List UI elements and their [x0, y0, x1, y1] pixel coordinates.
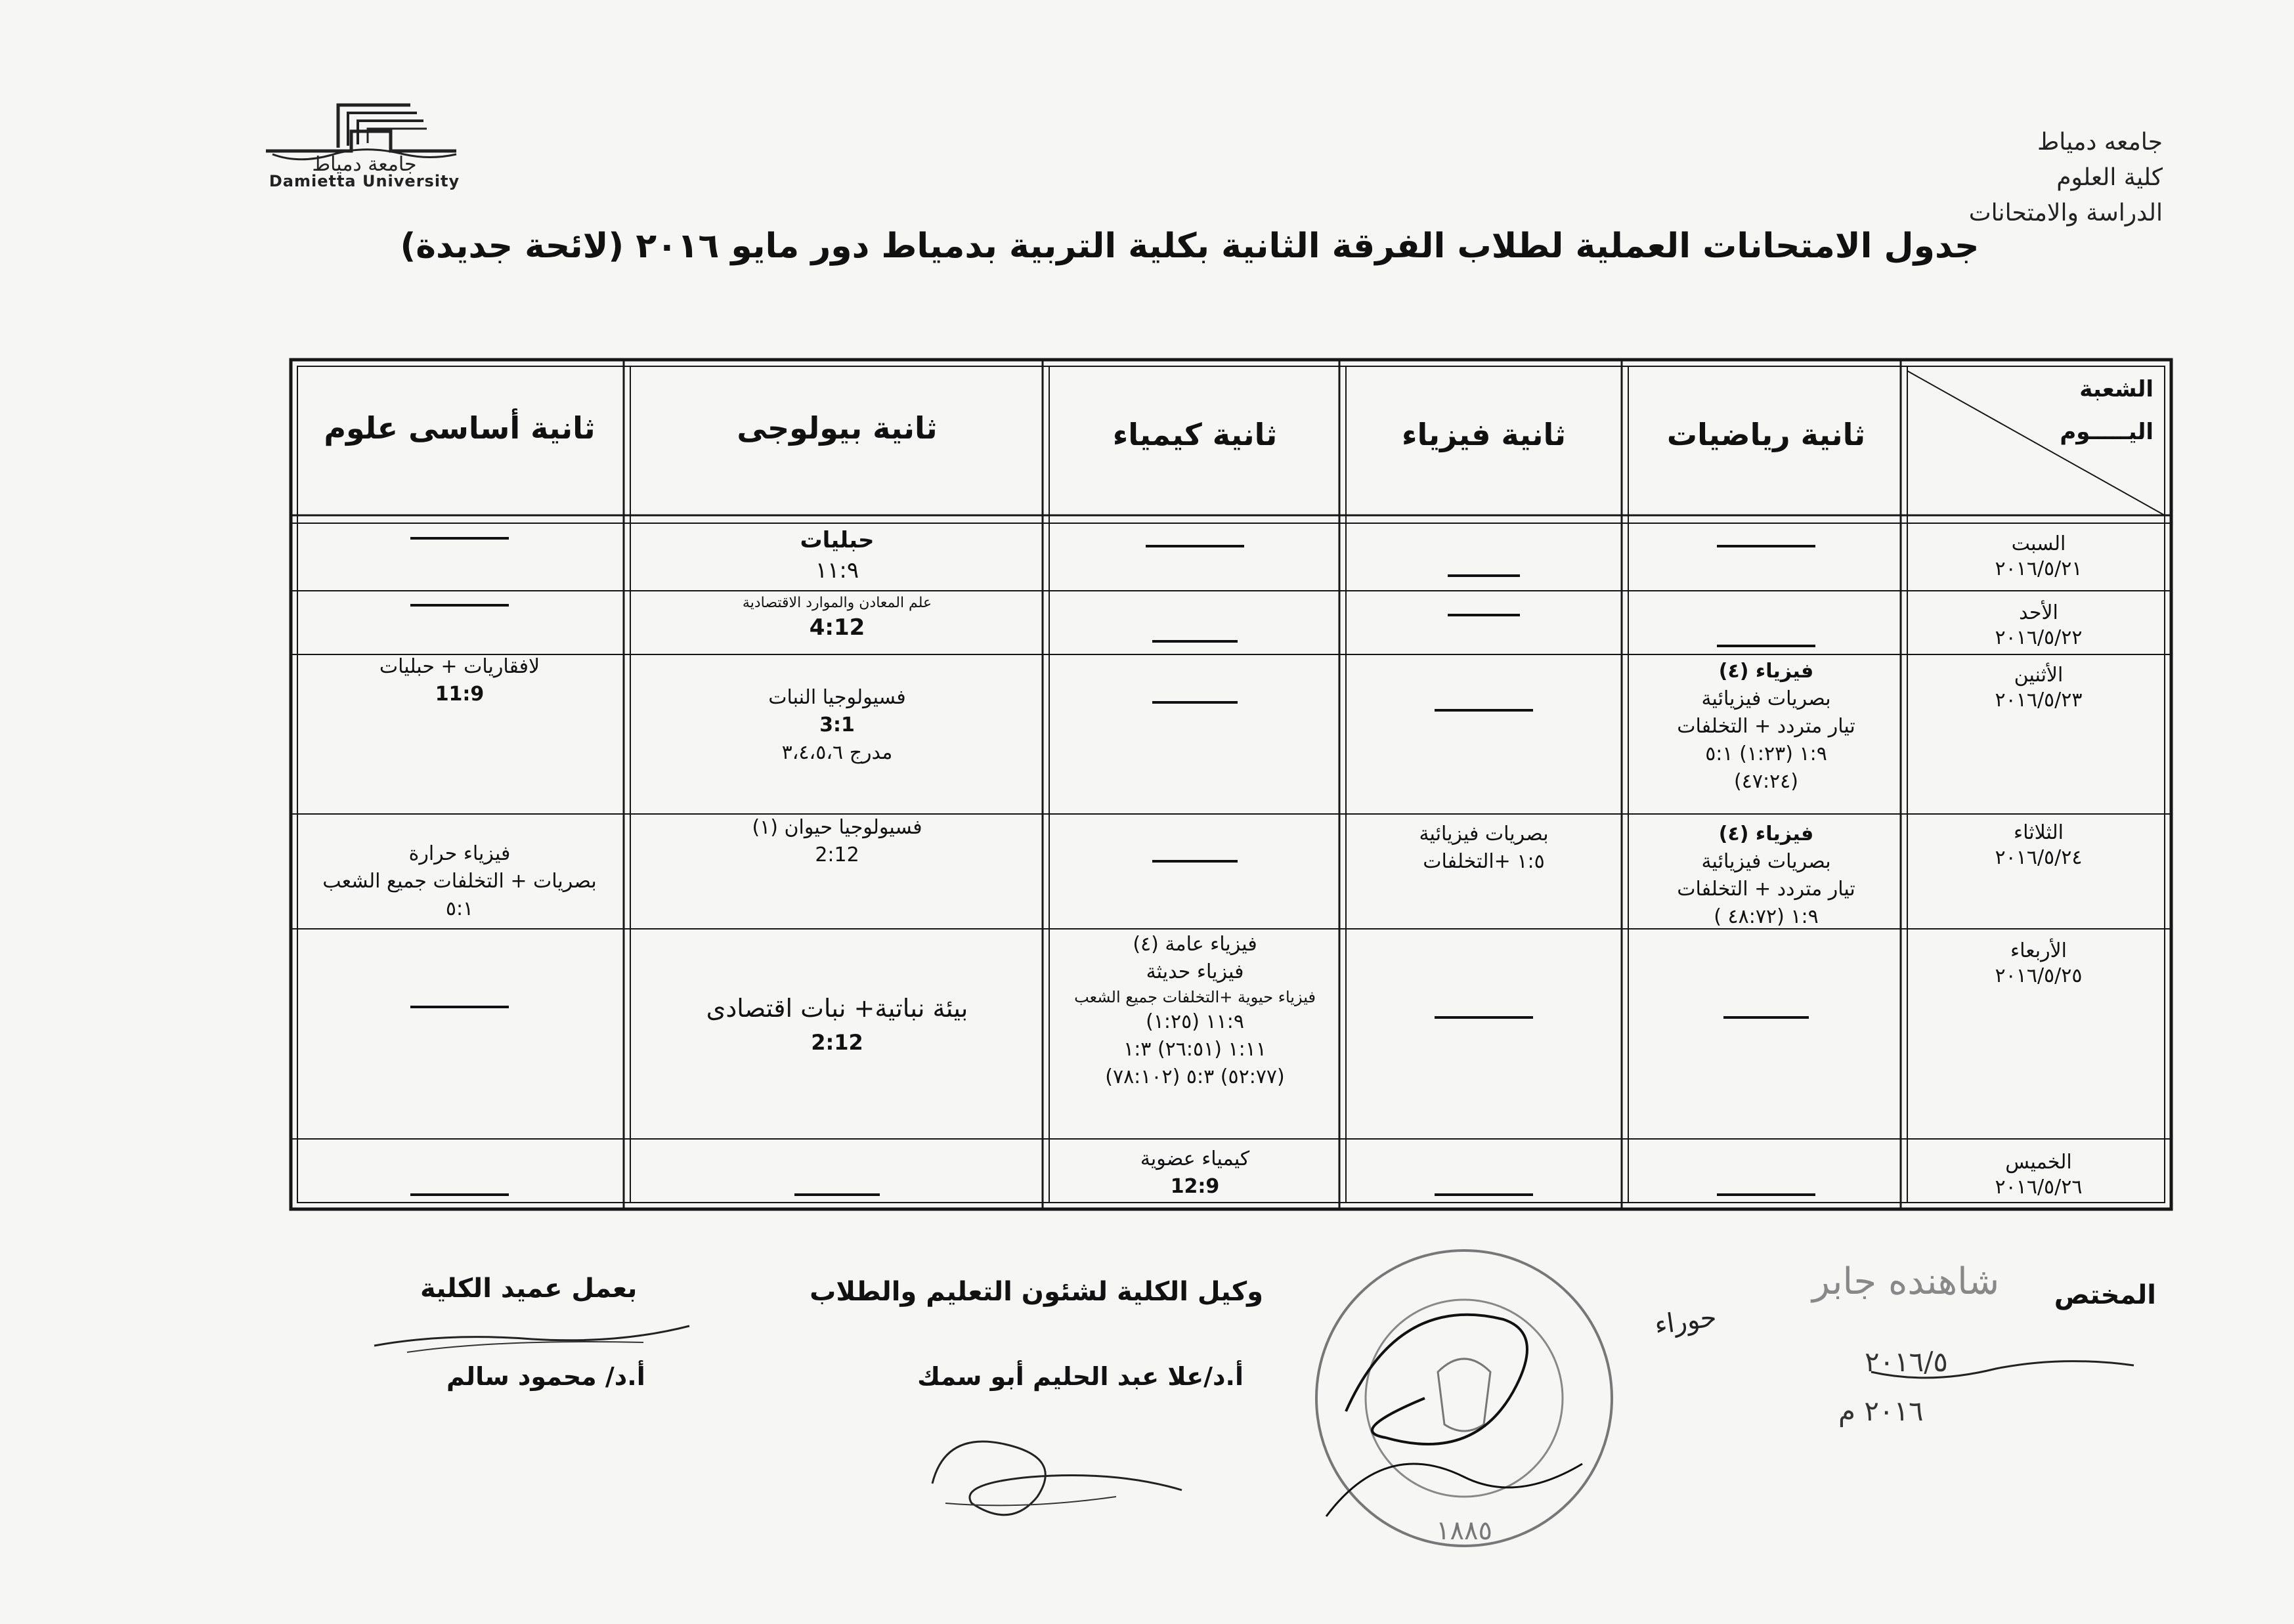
- exam-cell-biology-tue: [630, 814, 1044, 869]
- empty-cell-dash: [299, 1006, 620, 1008]
- logo-arabic-text: جامعة دمياط: [312, 153, 417, 176]
- exam-line: تيار متردد + التخلفات: [1677, 715, 1855, 738]
- header-university: جامعه دمياط: [2037, 129, 2163, 156]
- header-department: الدراسة والامتحانات: [1968, 200, 2163, 226]
- exam-subject: علم المعادن والموارد الاقتصادية: [742, 595, 932, 611]
- day-name: الخميس: [2005, 1151, 2072, 1174]
- empty-cell-dash: [299, 604, 620, 607]
- exam-time: ٥:١: [445, 897, 474, 920]
- exam-subject: فيزياء (٤): [1718, 823, 1814, 845]
- empty-cell-dash: [299, 537, 620, 540]
- empty-cell-dash: [1346, 574, 1622, 577]
- logo-english-text: Damietta University: [269, 172, 460, 190]
- handwritten-date: ٢٠١٦/٥: [1865, 1346, 1948, 1378]
- exam-cell-basic-mon: [299, 653, 620, 708]
- dean-title: بعمل عميد الكلية: [420, 1273, 638, 1304]
- exam-line: بصريات + التخلفات جميع الشعب: [322, 870, 597, 893]
- empty-cell-dash: [630, 1193, 1044, 1196]
- header-faculty: كلية العلوم: [2056, 164, 2163, 191]
- empty-cell-dash: [1057, 545, 1333, 547]
- vice-dean-title: وكيل الكلية لشئون التعليم والطلاب: [810, 1277, 1263, 1307]
- page-title: جدول الامتحانات العملية لطلاب الفرقة الثانية بكلية التربية بدمياط دور مايو ٢٠١٦ (لائحة جديدة): [400, 226, 1980, 266]
- exam-time: 2:12: [815, 844, 859, 866]
- exam-cell-basic-tue: [299, 840, 620, 923]
- day-date: ٢٠١٦/٥/٢٥: [1995, 964, 2083, 987]
- empty-cell-dash: [1628, 545, 1904, 547]
- column-header-biology: ثانية بيولوجى: [737, 410, 938, 446]
- handwritten-clerk-name: شاهنده جابر: [1812, 1260, 2000, 1303]
- handwritten-note: حوراء: [1653, 1302, 1719, 1341]
- exam-time: ١١:٩ (١:٢٥): [1146, 1010, 1244, 1033]
- exam-line: بصريات فيزيائية: [1701, 850, 1831, 873]
- empty-cell-dash: [1057, 701, 1333, 704]
- exam-cell-chemistry-thu: [1057, 1145, 1333, 1201]
- day-name: الأثنين: [2014, 664, 2064, 687]
- corner-header: [1911, 371, 2167, 522]
- exam-subject: كيمياء عضوية: [1140, 1147, 1250, 1170]
- official-seal: [1307, 1241, 1622, 1556]
- corner-branch-label: الشعبة: [2079, 376, 2153, 402]
- empty-cell-dash: [1346, 614, 1622, 616]
- dean-name: أ.د/ محمود سالم: [446, 1362, 645, 1391]
- clerk-title: المختص: [2054, 1280, 2156, 1310]
- corner-day-label: اليـــــوم: [2060, 419, 2153, 445]
- exam-time: ١:١١ (٢٦:٥١) ١:٣: [1123, 1038, 1266, 1061]
- empty-cell-dash: [1057, 860, 1333, 863]
- exam-subject: حبليات: [800, 527, 875, 553]
- exam-cell-biology-sun: [630, 594, 1044, 643]
- exam-time: 3:1: [819, 714, 855, 737]
- exam-time: 12:9: [1170, 1175, 1220, 1198]
- exam-cell-physics-tue: [1346, 821, 1622, 876]
- day-name: الثلاثاء: [2013, 821, 2064, 844]
- exam-subject: فيزياء عامة (٤): [1133, 933, 1257, 956]
- exam-subject: فيزياء (٤): [1718, 660, 1814, 683]
- day-cell: [1911, 939, 2167, 989]
- exam-location: مدرج ٣،٤،٥،٦: [781, 741, 893, 764]
- empty-cell-dash: [299, 1193, 620, 1196]
- column-header-chemistry: ثانية كيمياء: [1112, 417, 1278, 452]
- column-header-math: ثانية رياضيات: [1666, 417, 1866, 452]
- exam-cell-biology-mon: [630, 684, 1044, 767]
- exam-subject: بيئة نباتية+ نبات اقتصادى: [706, 994, 968, 1023]
- empty-cell-dash: [1346, 709, 1622, 712]
- empty-cell-dash: [1628, 1193, 1904, 1196]
- empty-cell-dash: [1057, 640, 1333, 643]
- exam-subject: فسيولوجيا النبات: [768, 686, 906, 709]
- day-cell: [1911, 1150, 2167, 1200]
- exam-subject: فسيولوجيا حيوان (١): [752, 816, 922, 839]
- empty-cell-dash: [1346, 1016, 1622, 1019]
- exam-cell-biology-wed: [630, 991, 1044, 1059]
- exam-time: 2:12: [811, 1030, 863, 1055]
- empty-cell-dash: [1628, 645, 1904, 647]
- exam-time: (٤٧:٢٤): [1734, 770, 1798, 793]
- empty-cell-dash: [1628, 1016, 1904, 1019]
- exam-time: ١:٩ (١:٢٣) ٥:١: [1705, 742, 1827, 765]
- exam-time: ١١:٩: [815, 557, 859, 584]
- exam-subject: لافقاريات + حبليات: [379, 655, 540, 678]
- handwritten-year: ٢٠١٦ م: [1838, 1395, 1924, 1427]
- exam-time: ١:٩ (٤٨:٧٢ ): [1714, 905, 1819, 928]
- day-cell: [1911, 532, 2167, 582]
- exam-line: بصريات فيزيائية: [1701, 687, 1831, 710]
- day-date: ٢٠١٦/٥/٢٣: [1995, 689, 2083, 712]
- vice-dean-name: أ.د/علا عبد الحليم أبو سمك: [917, 1362, 1244, 1391]
- exam-subject: فيزياء حرارة: [408, 842, 511, 865]
- exam-line: تيار متردد + التخلفات: [1677, 878, 1855, 901]
- exam-time: 11:9: [435, 683, 485, 706]
- day-date: ٢٠١٦/٥/٢٤: [1995, 846, 2083, 869]
- dean-signature: [368, 1313, 696, 1365]
- exam-time: 4:12: [809, 614, 865, 641]
- exam-subject: بصريات فيزيائية: [1419, 823, 1549, 845]
- exam-time: (٥٢:٧٧) ٥:٣ (٧٨:١٠٢): [1105, 1065, 1285, 1088]
- day-cell: [1911, 821, 2167, 870]
- exam-cell-math-mon: [1628, 658, 1904, 796]
- day-name: السبت: [2011, 532, 2066, 555]
- exam-time: ١:٥ +التخلفات: [1423, 850, 1545, 873]
- day-name: الأحد: [2019, 601, 2058, 624]
- exam-cell-chemistry-wed: [1057, 931, 1333, 1091]
- day-date: ٢٠١٦/٥/٢١: [1995, 557, 2083, 580]
- institution-header: [1969, 125, 2163, 231]
- day-cell: [1911, 601, 2167, 651]
- vice-dean-signature: [919, 1405, 1195, 1536]
- column-header-physics: ثانية فيزياء: [1401, 417, 1567, 452]
- day-date: ٢٠١٦/٥/٢٦: [1995, 1176, 2083, 1199]
- column-header-basic-science: ثانية أساسى علوم: [324, 410, 595, 446]
- exam-subject: فيزياء حيوية +التخلفات جميع الشعب: [1074, 988, 1316, 1006]
- day-name: الأربعاء: [2010, 939, 2067, 962]
- empty-cell-dash: [1346, 1193, 1622, 1196]
- clerk-signature: [1865, 1346, 2140, 1405]
- day-cell: [1911, 663, 2167, 713]
- exam-subject: فيزياء حديثة: [1146, 960, 1244, 983]
- exam-cell-math-tue: [1628, 821, 1904, 931]
- exam-cell-biology-sat: [630, 525, 1044, 586]
- stamp-number: ١٨٨٥: [1436, 1516, 1492, 1546]
- day-date: ٢٠١٦/٥/٢٢: [1995, 626, 2083, 649]
